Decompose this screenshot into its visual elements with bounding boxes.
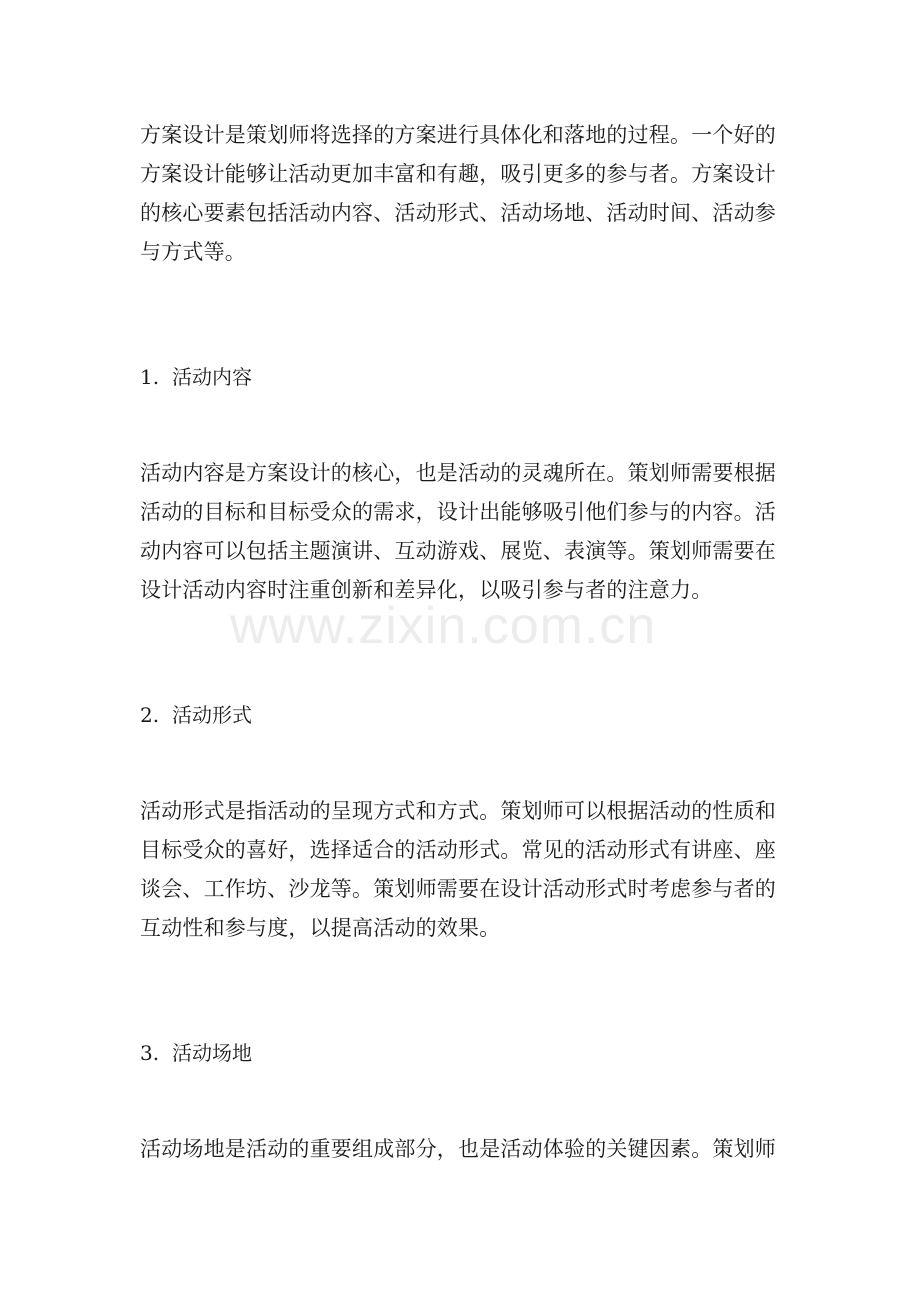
section-heading-3 <box>140 1038 252 1068</box>
section-heading-1 <box>140 362 252 392</box>
section-number: 1. <box>140 365 160 389</box>
section-body-1: 活动内容是方案设计的核心，也是活动的灵魂所在。策划师需要根据活动的目标和目标受众的需求，设计出能够吸引他们参与的内容。活动内容可以包括主题演讲、互动游戏、展览、表演等。策划师需要在设计活动内容时注重创新和差异化，以吸引参与者的注意力。 <box>140 461 776 602</box>
section-title: 活动形式 <box>172 703 252 727</box>
section-heading-2 <box>140 700 252 730</box>
section-title: 活动内容 <box>172 365 252 389</box>
section-number: 2. <box>140 703 160 727</box>
intro-paragraph: 方案设计是策划师将选择的方案进行具体化和落地的过程。一个好的方案设计能够让活动更加丰富和有趣，吸引更多的参与者。方案设计的核心要素包括活动内容、活动形式、活动场地、活动时间、活动参与方式等。 <box>140 123 776 264</box>
section-body-3: 活动场地是活动的重要组成部分，也是活动体验的关键因素。策划师 <box>140 1137 776 1161</box>
section-body-2: 活动形式是指活动的呈现方式和方式。策划师可以根据活动的性质和目标受众的喜好，选择适合的活动形式。常见的活动形式有讲座、座谈会、工作坊、沙龙等。策划师需要在设计活动形式时考虑参与者的互动性和参与度，以提高活动的效果。 <box>140 799 776 940</box>
section-number: 3. <box>140 1041 160 1065</box>
section-title: 活动场地 <box>172 1041 252 1065</box>
watermark: www.zixin.com.cn <box>230 597 657 655</box>
